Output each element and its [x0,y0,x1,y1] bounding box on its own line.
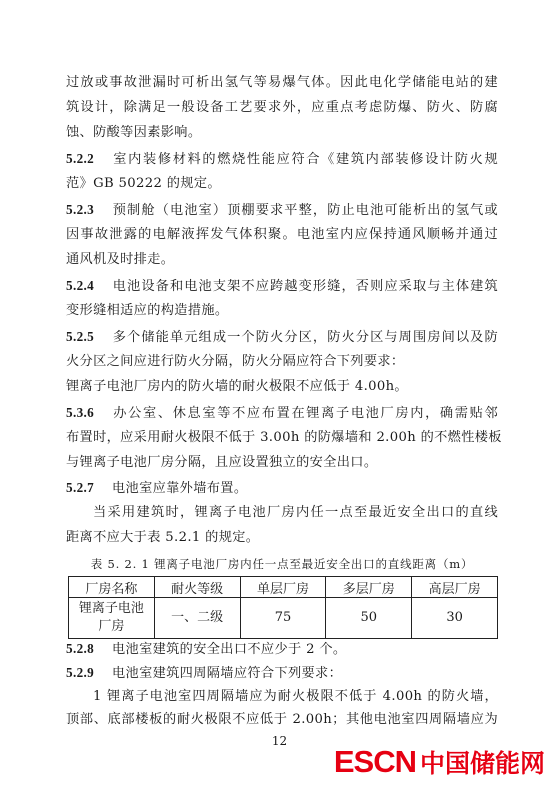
table-cell-grade: 一、二级 [154,598,240,639]
clause-number: 5.3.6 [66,405,95,420]
logo-text-en: ESCN [333,744,416,779]
text-line: 1 锂离子电池室四周隔墙应为耐火极限不低于 4.00h 的防火墙， [93,689,498,704]
clause-text: 多个储能单元组成一个防火分区，防火分区与周围房间以及防 [112,330,498,345]
text-line: 范》GB 50222 的规定。 [66,176,221,191]
table-header-cell: 厂房名称 [69,577,155,598]
clause-5-2-3 [66,201,498,220]
text-line: 火分区之间应进行防火分隔，防火分隔应符合下列要求： [66,354,405,369]
clause-text: 电池设备和电池支架不应跨越变形缝，否则应采取与主体建筑 [112,279,498,294]
distance-table [68,576,498,639]
text-line: 变形缝相适应的构造措施。 [66,303,229,318]
table-header-row [69,577,498,598]
table-header-cell: 单层厂房 [240,577,326,598]
text-line: 通风机及时排走。 [66,252,175,267]
text-line: 布置时，应采用耐火极限不低于 3.00h 的防爆墙和 2.00h 的不燃性楼板 [66,430,502,445]
text-line: 距离不应大于表 5.2.1 的规定。 [66,530,260,545]
clause-number: 5.2.3 [66,202,95,217]
clause-text: 预制舱（电池室）顶棚要求平整，防止电池可能析出的氢气或 [112,203,498,218]
table-cell-multi: 50 [326,598,412,639]
text-line: 蚀、防酸等因素影响。 [66,125,202,140]
clause-text: 电池室应靠外墙布置。 [112,481,248,496]
clause-5-2-2 [66,150,498,169]
clause-number: 5.2.4 [66,278,95,293]
name-line-1: 锂离子电池 [78,601,144,616]
clause-5-2-7 [66,479,498,498]
text-line: 过放或事故泄漏时可析出氢气等易爆气体。因此电化学储能电站的建 [66,75,498,90]
page-number: 12 [271,734,288,748]
table-header-cell: 耐火等级 [154,577,240,598]
clause-5-2-9 [66,664,498,683]
clause-text: 电池室建筑的安全出口不应少于 2 个。 [112,642,347,657]
escn-logo [334,744,545,782]
clause-text: 办公室、休息室等不应布置在锂离子电池厂房内，确需贴邻 [112,406,498,421]
text-line: 因事故泄露的电解液挥发气体积聚。电池室内应保持通风顺畅并通过 [66,227,498,242]
clause-5-2-4 [66,277,498,296]
clause-number: 5.2.8 [66,641,95,656]
text-line: 当采用建筑时，锂离子电池厂房内任一点至最近安全出口的直线 [93,505,498,520]
clause-5-2-8 [66,640,498,659]
table-cell-single: 75 [240,598,326,639]
clause-5-3-6 [66,404,498,423]
clause-text: 室内装修材料的燃烧性能应符合《建筑内部装修设计防火规 [112,152,498,167]
text-line: 顶部、底部楼板的耐火极限不应低于 2.00h；其他电池室四周隔墙应为 [66,712,498,727]
logo-text-cn: 中国储能网 [419,749,545,778]
clause-text: 电池室建筑四周隔墙应符合下列要求： [112,666,343,681]
clause-number: 5.2.2 [66,151,95,166]
name-line-2: 厂房 [98,619,125,634]
table-cell-high: 30 [412,598,498,639]
table-cell-name [69,598,155,639]
table-header-cell: 高层厂房 [412,577,498,598]
table-caption: 表 5. 2. 1 锂离子电池厂房内任一点至最近安全出口的直线距离（m） [90,557,474,571]
clause-number: 5.2.7 [66,480,95,495]
text-line: 锂离子电池厂房内的防火墙的耐火极限不应低于 4.00h。 [66,379,408,394]
text-line: 与锂离子电池厂房分隔，且应设置独立的安全出口。 [66,455,378,470]
clause-number: 5.2.9 [66,665,95,680]
table-header-cell: 多层厂房 [326,577,412,598]
text-line: 筑设计，除满足一般设备工艺要求外，应重点考虑防爆、防火、防腐 [66,100,498,115]
table-row [69,598,498,639]
clause-5-2-5 [66,328,498,347]
clause-number: 5.2.5 [66,329,95,344]
